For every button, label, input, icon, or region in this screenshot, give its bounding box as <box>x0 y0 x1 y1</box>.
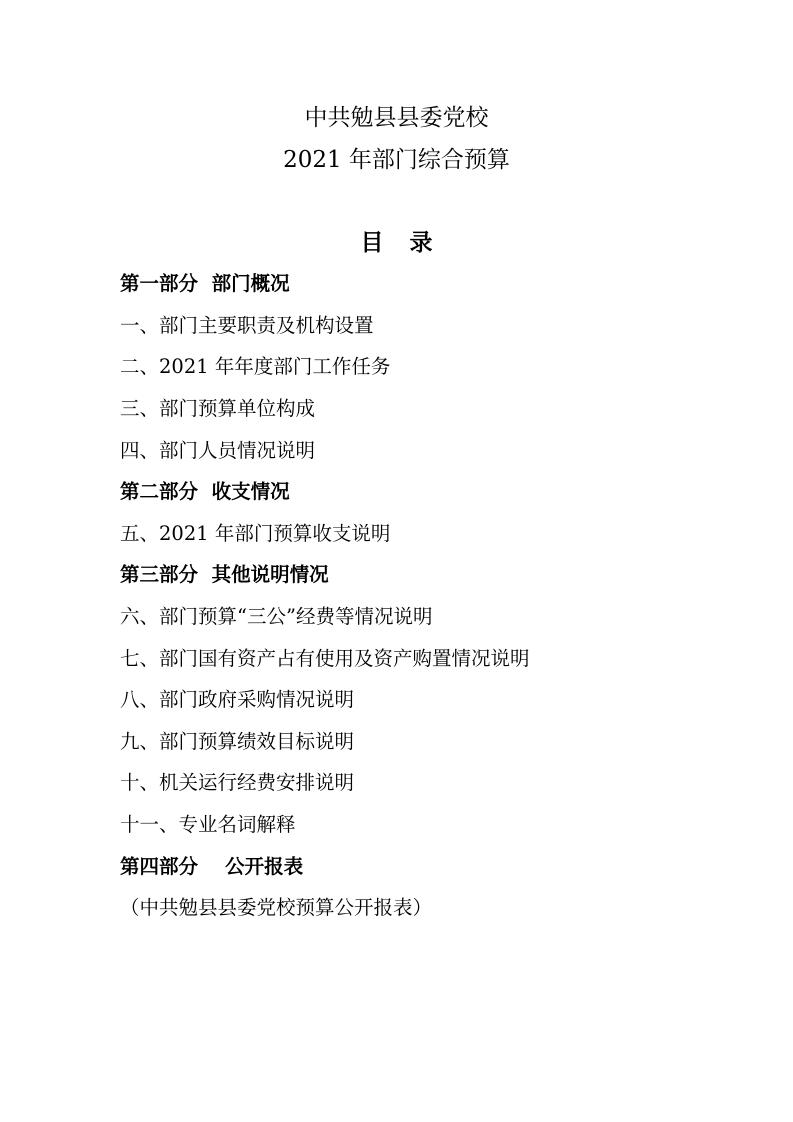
document-title-line2: 2021 年部门综合预算 <box>283 147 510 173</box>
toc-item-1: 一、部门主要职责及机构设置 <box>120 314 374 337</box>
toc-item-6: 六、部门预算“三公”经费等情况说明 <box>120 605 433 628</box>
toc-item-7: 七、部门国有资产占有使用及资产购置情况说明 <box>120 647 530 670</box>
toc-item-9: 九、部门预算绩效目标说明 <box>120 730 355 753</box>
toc-heading: 目录 <box>360 229 459 256</box>
toc-part-1: 第一部分 部门概况 <box>120 272 290 295</box>
toc-item-5: 五、2021 年部门预算收支说明 <box>120 522 391 545</box>
toc-item-4: 四、部门人员情况说明 <box>120 439 316 462</box>
toc-item-10: 十、机关运行经费安排说明 <box>120 771 355 794</box>
toc-note: （中共勉县县委党校预算公开报表） <box>120 896 433 919</box>
toc-part-4: 第四部分 公开报表 <box>120 855 304 878</box>
document-title-line1: 中共勉县县委党校 <box>304 105 489 131</box>
toc-item-2: 二、2021 年年度部门工作任务 <box>120 355 391 378</box>
toc-part-2: 第二部分 收支情况 <box>120 480 290 503</box>
toc-item-11: 十一、专业名词解释 <box>120 813 296 836</box>
toc-item-3: 三、部门预算单位构成 <box>120 397 316 420</box>
toc-part-3: 第三部分 其他说明情况 <box>120 563 329 586</box>
toc-item-8: 八、部门政府采购情况说明 <box>120 688 355 711</box>
